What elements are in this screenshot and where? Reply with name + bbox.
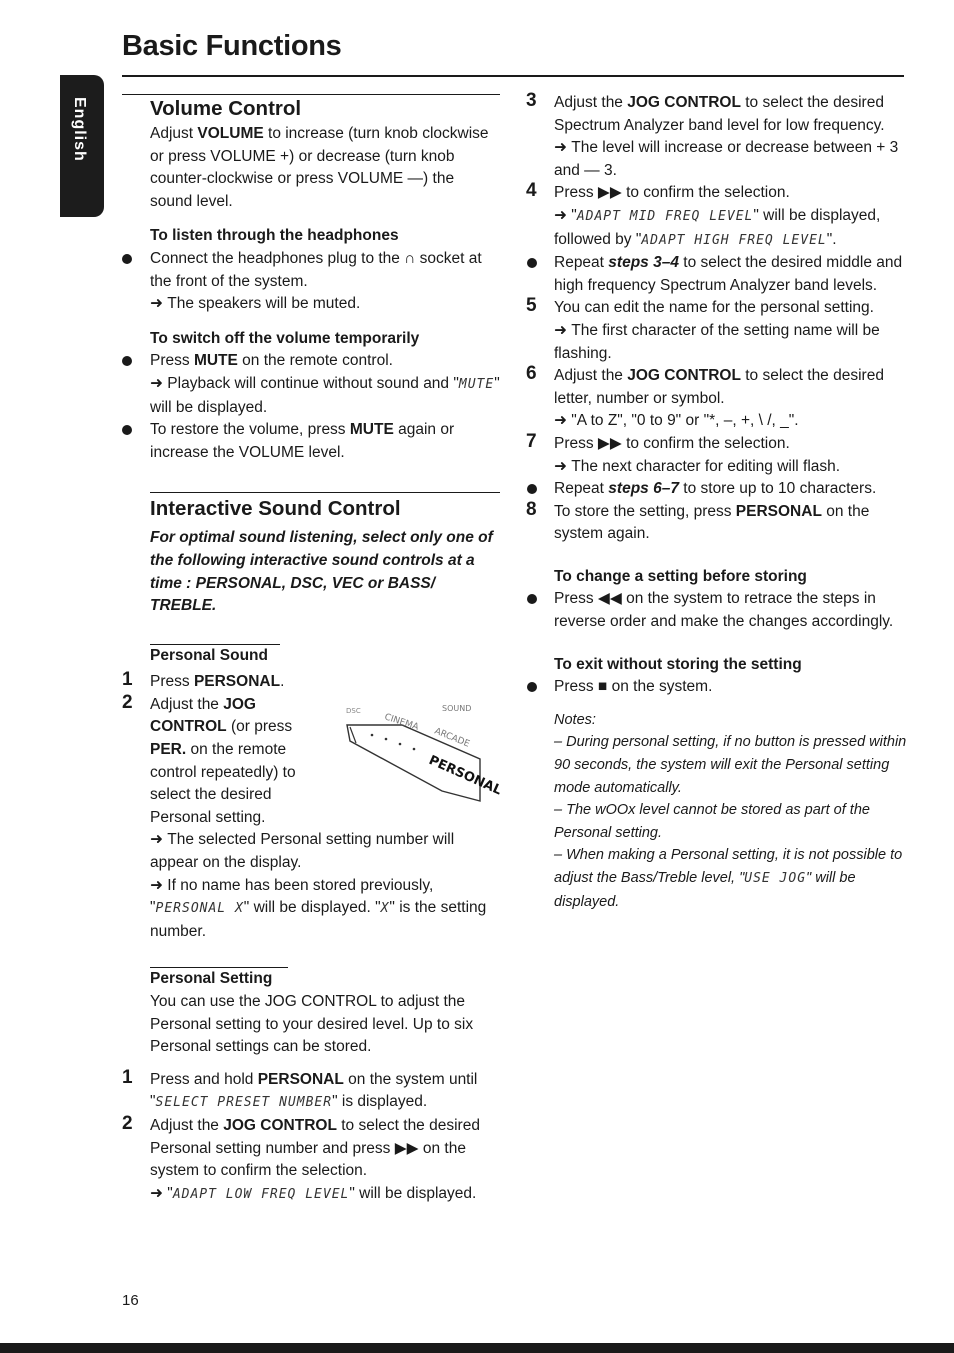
list-item: 7 Press ▶▶ to confirm the selection. ➜ The next character for editing will flash. [526, 430, 841, 475]
arrow-icon: ➜ [150, 295, 168, 313]
list-item: 6 Adjust the JOG CONTROL to select the desired letter, number or symbol. ➜ "A to Z", "0 to 9" or "*, –, +, \ /, _". [526, 363, 884, 430]
list-item: Press ◀◀ on the system to retrace the steps in reverse order and make the changes accordingly. [527, 588, 907, 633]
arrow-icon: ➜ [150, 876, 168, 894]
figure-label: CINEMA [383, 712, 420, 733]
note: – The wOOx level cannot be stored as part of the Personal setting. [554, 802, 870, 841]
note: – During personal setting, if no button is pressed within 90 seconds, the system will exit the Personal setting mode automatically. [554, 734, 907, 796]
bullet [122, 425, 132, 435]
personal-setting-intro: You can use the JOG CONTROL to adjust the Personal setting to your desired level. Up to six Personal settings can be stored. [150, 993, 474, 1056]
list-item: 1 Press and hold PERSONAL on the system until "SELECT PRESET NUMBER" is displayed. [122, 1066, 478, 1111]
volume-title: Volume Control [150, 97, 302, 120]
figure-label: SOUND [442, 704, 472, 713]
title-rule [122, 75, 904, 77]
list-item: Repeat steps 3–4 to select the desired middle and high frequency Spectrum Analyzer band levels. [527, 252, 907, 297]
left-column: Volume Control Adjust VOLUME to increase (turn knob clockwise or press VOLUME +) or decrease (turn knob counter-clockwise or press VOLUME —) the sound level. To listen through the headphones Connect the headphones plug to the ∩ socket at the front of the system. ➜ The speakers will be muted. To switch off the volume temporarily Press MUTE on the remote control. ➜ Playback will continue without sound and "MUTE" will be displayed. To restore the volume, press MUTE again or increase the VOLUME level. Interactive Sound Control For optimal sound listening, select only one of the following interactive sound controls at a time : PERSONAL, DSC, VEC or BASS/ TREBLE. Personal Sound 1 Press PERSONAL. 2 Adjust the JOG CONTROL (or press PER. on the remote control repeatedly) to select the desired Personal setting. ➜ The selected Personal setting number will appear on the display. ➜ If no name has been stored previously, "PERSONAL X" will be displayed. "X" is the setting number. Personal Setting You can use the JOG CONTROL to adjust the Personal setting to your desired level. Up to six Personal settings can be stored. 1 Press and hold PERSONAL on the system until "SELECT PRESET NUMBER" is displayed. 2 Adjust the JOG CONTROL to select the desired Personal setting number and press ▶▶ on the system to confirm the selection. ➜ "ADAPT LOW FREQ LEVEL" will be displayed. [122, 94, 500, 1206]
bottom-bar [0, 1343, 954, 1353]
arrow-icon: ➜ [554, 457, 572, 475]
personal-setting-title: Personal Setting [150, 970, 273, 988]
list-item: To restore the volume, press MUTE again or increase the VOLUME level. [122, 419, 500, 464]
figure-label: PERSONAL [426, 752, 504, 799]
arrow-icon: ➜ [554, 139, 572, 157]
list-item: 3 Adjust the JOG CONTROL to select the desired Spectrum Analyzer band level for low frequency. ➜ The level will increase or decrease between + 3 and — 3. [526, 90, 899, 179]
figure-label: ARCADE [432, 726, 471, 750]
list-item: 8 To store the setting, press PERSONAL on the system again. [526, 498, 870, 543]
arrow-icon: ➜ [554, 206, 572, 224]
list-item: 2 Adjust the JOG CONTROL (or press PER. on the remote control repeatedly) to select the desired Personal setting. [122, 691, 296, 826]
headphones-title: To listen through the headphones [150, 227, 399, 245]
arrow-icon: ➜ [150, 831, 168, 849]
list-item: Press ■ on the system. [527, 676, 907, 699]
list-item: Connect the headphones plug to the ∩ socket at the front of the system. ➜ The speakers will be muted. [122, 248, 500, 316]
change-title: To change a setting before storing [554, 567, 807, 585]
section-rule [150, 492, 500, 493]
personal-button-illustration [342, 697, 504, 805]
right-column [527, 92, 907, 913]
list-item: 1 Press PERSONAL. [122, 669, 285, 691]
notes [527, 709, 907, 913]
page-title: Basic Functions [122, 30, 342, 62]
page-number: 16 [122, 1292, 139, 1309]
language-tab-label: English [71, 97, 88, 162]
list-item: Press MUTE on the remote control. ➜ Playback will continue without sound and "MUTE" will be displayed. [122, 350, 500, 419]
interactive-intro: For optimal sound listening, select only one of the following interactive sound controls at a time : PERSONAL, DSC, VEC or BASS/ TREBLE. [150, 529, 493, 615]
interactive-title: Interactive Sound Control [150, 497, 401, 521]
note: – When making a Personal setting, it is not possible to adjust the Bass/Treble level, "USE JOG" will be displayed. [554, 847, 903, 910]
list-item: 5 You can edit the name for the personal setting. ➜ The first character of the setting name will be flashing. [526, 295, 880, 362]
language-tab [60, 75, 104, 217]
list-item: 4 Press ▶▶ to confirm the selection. ➜ "ADAPT MID FREQ LEVEL" will be displayed, followed by "ADAPT HIGH FREQ LEVEL". [526, 180, 881, 248]
bullet [122, 356, 132, 366]
personal-sound-title: Personal Sound [150, 646, 268, 664]
list-item: Repeat steps 6–7 to store up to 10 characters. [527, 478, 907, 501]
mute-title: To switch off the volume temporarily [150, 329, 420, 347]
exit-title: To exit without storing the setting [554, 655, 802, 673]
arrow-icon: ➜ [554, 412, 572, 430]
notes-title: Notes: [554, 711, 596, 728]
volume-intro: Adjust VOLUME to increase (turn knob clockwise or press VOLUME +) or decrease (turn knob counter-clockwise or press VOLUME —) the sound level. [150, 125, 489, 210]
arrow-icon: ➜ [150, 1184, 168, 1202]
bullet [122, 254, 132, 264]
arrow-icon: ➜ [150, 374, 168, 392]
arrow-icon: ➜ [554, 321, 572, 339]
figure-label: DSC [346, 707, 361, 715]
list-item: 2 Adjust the JOG CONTROL to select the desired Personal setting number and press ▶▶ on the system to confirm the selection. ➜ "ADAPT LOW FREQ LEVEL" will be displayed. [122, 1112, 480, 1202]
